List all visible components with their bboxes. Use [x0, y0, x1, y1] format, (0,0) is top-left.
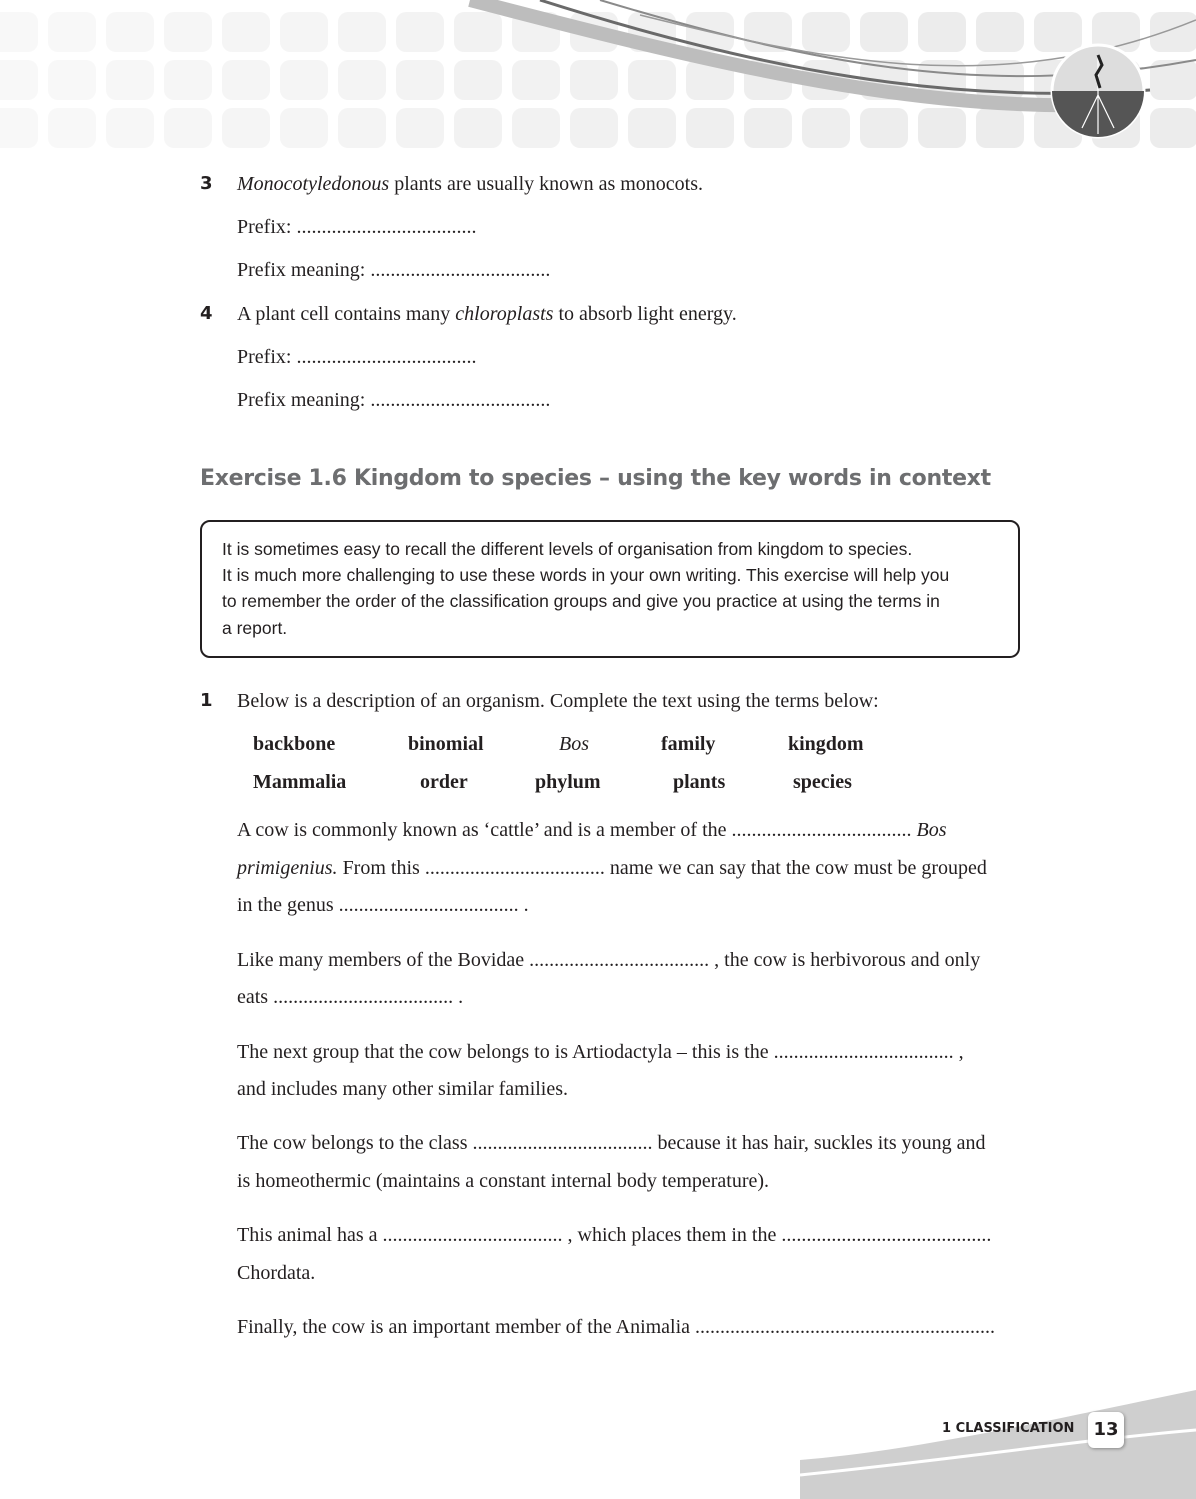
- text-segment: plants are usually known as monocots.: [389, 173, 704, 195]
- term-kingdom: kingdom: [788, 733, 864, 755]
- answer-blank[interactable]: ....................................: [529, 949, 710, 971]
- text-segment: From this: [337, 857, 425, 879]
- answer-blank[interactable]: ....................................: [370, 259, 551, 281]
- text-line: [237, 1131, 986, 1155]
- question-text: Below is a description of an organism. Complete the text using the terms below:: [237, 690, 879, 712]
- text-segment: in the genus: [237, 894, 339, 916]
- text-segment: to absorb light energy.: [553, 303, 737, 325]
- page-number: 13: [1088, 1412, 1124, 1448]
- question-text: [237, 302, 737, 326]
- text-line: [237, 985, 463, 1009]
- text-segment: Bos: [916, 819, 947, 841]
- text-line: [237, 818, 947, 842]
- term-binomial: binomial: [408, 733, 484, 755]
- intro-line: It is much more challenging to use these words in your own writing. This exercise will help you: [222, 565, 950, 585]
- term-order: order: [420, 771, 468, 793]
- chapter-label: 1 CLASSIFICATION: [942, 1421, 1075, 1436]
- answer-blank[interactable]: ....................................: [773, 1041, 954, 1063]
- text-segment: , which places them in the: [562, 1224, 782, 1246]
- exercise-heading: Exercise 1.6 Kingdom to species – using the key words in context: [200, 466, 991, 491]
- text-segment: is homeothermic (maintains a constant internal body temperature).: [237, 1170, 770, 1192]
- header-banner-decoration: [0, 0, 1196, 150]
- text-segment: .: [518, 894, 529, 916]
- term-family: family: [661, 733, 716, 755]
- term-mammalia: Mammalia: [253, 771, 347, 793]
- term-backbone: backbone: [253, 733, 336, 755]
- answer-line: [237, 388, 550, 412]
- intro-line: a report.: [222, 618, 288, 638]
- text-line: [237, 1169, 769, 1193]
- text-line: [237, 1077, 568, 1101]
- intro-line: It is sometimes easy to recall the different levels of organisation from kingdom to species.: [222, 539, 913, 559]
- text-segment: name we can say that the cow must be grouped: [604, 857, 987, 879]
- text-segment: and includes many other similar families.: [237, 1078, 569, 1100]
- question-number: 1: [200, 690, 213, 711]
- intro-line: to remember the order of the classification groups and give you practice at using the terms in: [222, 591, 940, 611]
- answer-blank[interactable]: ....................................: [382, 1224, 563, 1246]
- text-line: [237, 948, 980, 972]
- term-bos: Bos: [559, 733, 589, 755]
- term-phylum: phylum: [535, 771, 601, 793]
- answer-line: [237, 258, 550, 282]
- text-segment: This animal has a: [237, 1224, 383, 1246]
- exercise-intro-box: [200, 520, 1020, 658]
- answer-blank[interactable]: ....................................: [424, 857, 605, 879]
- text-segment: Chordata.: [237, 1262, 316, 1284]
- text-segment: The next group that the cow belongs to is Artiodactyla – this is the: [237, 1041, 774, 1063]
- answer-line: [237, 215, 476, 239]
- text-segment: ,: [953, 1041, 964, 1063]
- answer-blank[interactable]: ....................................: [273, 986, 454, 1008]
- plant-roots-logo-icon: [1052, 45, 1144, 137]
- term-species: species: [793, 771, 852, 793]
- text-segment: .: [453, 986, 464, 1008]
- text-segment: eats: [237, 986, 274, 1008]
- text-line: [237, 1223, 991, 1247]
- text-segment: chloroplasts: [455, 303, 554, 325]
- answer-blank[interactable]: ....................................: [296, 346, 477, 368]
- answer-blank[interactable]: ....................................: [731, 819, 912, 841]
- text-segment: primigenius.: [237, 857, 338, 879]
- footer-banner-decoration: [800, 1380, 1196, 1499]
- text-segment: A plant cell contains many: [237, 303, 456, 325]
- text-line: [237, 856, 987, 880]
- text-segment: Prefix meaning:: [237, 259, 371, 281]
- question-number: 3: [200, 173, 213, 194]
- text-line: [237, 1040, 964, 1064]
- text-line: [237, 1261, 315, 1285]
- answer-blank[interactable]: ............................................................: [695, 1316, 996, 1338]
- question-text: [237, 172, 703, 196]
- answer-blank[interactable]: ....................................: [472, 1132, 653, 1154]
- answer-blank[interactable]: ....................................: [370, 389, 551, 411]
- question-number: 4: [200, 303, 213, 324]
- answer-line: [237, 345, 476, 369]
- text-line: [237, 1315, 995, 1339]
- text-line: [237, 893, 529, 917]
- answer-blank[interactable]: ....................................: [296, 216, 477, 238]
- text-segment: Prefix meaning:: [237, 389, 371, 411]
- text-segment: , the cow is herbivorous and only: [709, 949, 981, 971]
- answer-blank[interactable]: ..........................................: [781, 1224, 992, 1246]
- text-segment: because it has hair, suckles its young and: [652, 1132, 986, 1154]
- text-segment: A cow is commonly known as ‘cattle’ and is a member of the: [237, 819, 732, 841]
- text-segment: Like many members of the Bovidae: [237, 949, 530, 971]
- text-segment: Monocotyledonous: [237, 173, 390, 195]
- answer-blank[interactable]: ....................................: [338, 894, 519, 916]
- text-segment: Prefix:: [237, 346, 297, 368]
- text-segment: The cow belongs to the class: [237, 1132, 473, 1154]
- term-plants: plants: [673, 771, 726, 793]
- text-segment: Finally, the cow is an important member of the Animalia: [237, 1316, 696, 1338]
- text-segment: Prefix:: [237, 216, 297, 238]
